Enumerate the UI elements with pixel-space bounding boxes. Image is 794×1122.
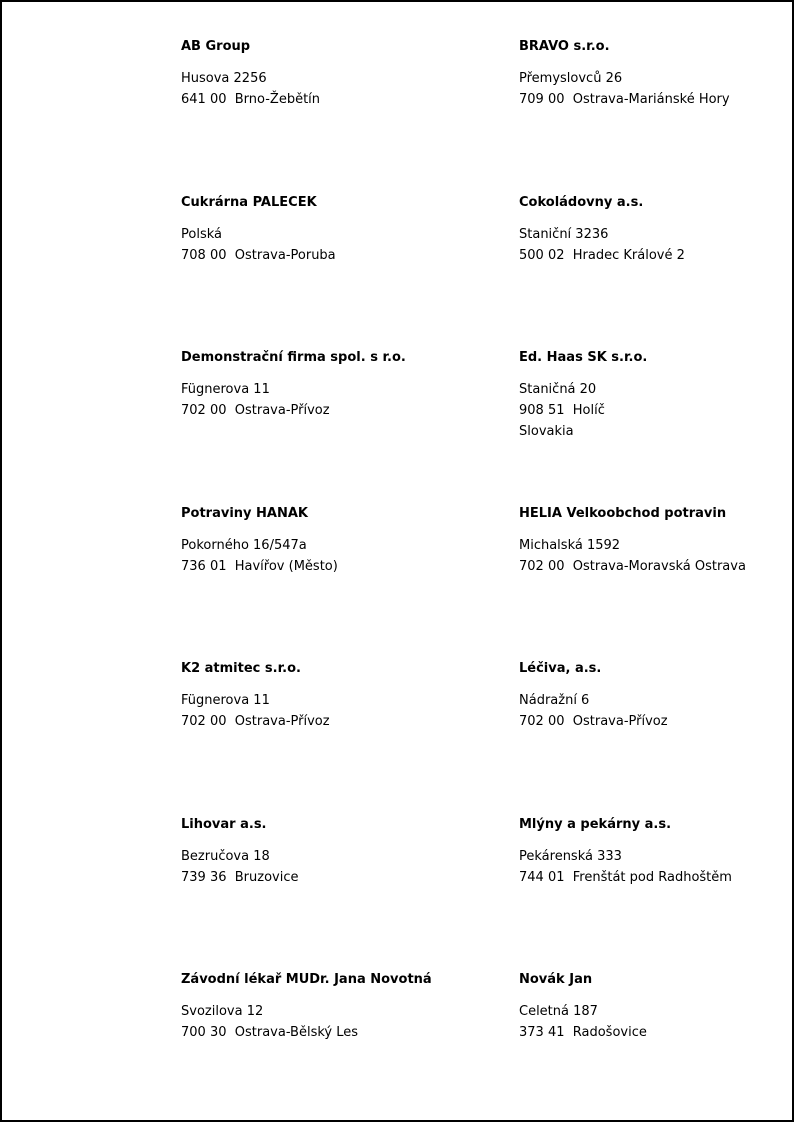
street-line: Svozilova 12	[181, 1004, 264, 1019]
address-block	[181, 1001, 519, 1043]
city-line: 736 01 Havířov (Město)	[181, 558, 338, 574]
company-name: Novák Jan	[519, 972, 593, 987]
city-line: 702 00 Ostrava-Moravská Ostrava	[519, 558, 746, 574]
company-name: Čokoládovny a.s.	[519, 194, 644, 210]
company-name: Cukrárna PALEČEK	[181, 194, 317, 210]
company-name: AB Group	[181, 39, 251, 54]
address-label	[519, 195, 794, 351]
company-name: K2 atmitec s.r.o.	[181, 661, 301, 676]
address-label	[181, 661, 519, 817]
company-name: BRAVO s.r.o.	[519, 39, 610, 54]
street-line: Fügnerova 11	[181, 382, 270, 397]
address-label	[181, 972, 519, 1122]
street-line: Pokorného 16/547a	[181, 537, 307, 553]
street-line: Staničná 20	[519, 382, 597, 397]
address-block	[519, 1001, 794, 1043]
company-name: Mlýny a pekárny a.s.	[519, 816, 672, 832]
street-line: Michalská 1592	[519, 537, 621, 553]
city-line: 702 00 Ostrava-Přívoz	[181, 714, 330, 729]
address-block	[519, 224, 794, 266]
company-name: Lihovar a.s.	[181, 816, 267, 832]
address-label	[519, 39, 794, 195]
company-name: Ed. Haas SK s.r.o.	[519, 350, 648, 365]
address-block	[519, 379, 794, 442]
address-block	[519, 846, 794, 888]
address-block	[181, 68, 519, 110]
company-name: Léčiva, a.s.	[519, 661, 602, 676]
address-label	[181, 506, 519, 662]
street-line: Polská	[181, 226, 222, 242]
city-line: 500 02 Hradec Králové 2	[519, 247, 685, 263]
address-label	[519, 350, 794, 506]
street-line: Přemyslovců 26	[519, 71, 623, 86]
street-line: Pekárenská 333	[519, 848, 622, 864]
address-label	[519, 972, 794, 1122]
company-name: Potraviny HANÁK	[181, 505, 308, 521]
city-line: 708 00 Ostrava-Poruba	[181, 247, 336, 263]
address-block	[181, 535, 519, 577]
address-label	[181, 817, 519, 973]
address-block	[519, 690, 794, 732]
street-line: Fügnerova 11	[181, 693, 270, 708]
address-label	[181, 195, 519, 351]
address-block	[181, 690, 519, 732]
company-name: Demonstrační firma spol. s r.o.	[181, 350, 406, 365]
address-block	[181, 846, 519, 888]
address-label	[519, 506, 794, 662]
label-grid	[181, 39, 792, 1122]
company-name: Závodní lékař MUDr. Jana Novotná	[181, 972, 432, 987]
street-line: Husova 2256	[181, 71, 267, 86]
address-block	[181, 379, 519, 421]
address-label	[181, 39, 519, 195]
street-line: Nádražní 6	[519, 693, 590, 708]
address-label	[519, 817, 794, 973]
city-line: 744 01 Frenštát pod Radhoštěm	[519, 869, 732, 885]
city-line: 702 00 Ostrava-Přívoz	[181, 403, 330, 418]
city-line: 700 30 Ostrava-Bělský Les	[181, 1025, 359, 1040]
street-line: Staniční 3236	[519, 226, 609, 242]
address-block	[519, 68, 794, 110]
city-line: 739 36 Bruzovice	[181, 869, 299, 885]
city-line: 702 00 Ostrava-Přívoz	[519, 714, 668, 729]
company-name: HELIA Velkoobchod potravin	[519, 505, 727, 521]
address-block	[519, 535, 794, 577]
address-label	[181, 350, 519, 506]
city-line: 709 00 Ostrava-Mariánské Hory	[519, 92, 730, 107]
country-line: Slovakia	[519, 424, 574, 439]
city-line: 908 51 Holíč	[519, 403, 605, 418]
address-label	[519, 661, 794, 817]
city-line: 373 41 Radošovice	[519, 1025, 647, 1040]
street-line: Celetná 187	[519, 1004, 598, 1019]
address-block	[181, 224, 519, 266]
street-line: Bezručova 18	[181, 848, 270, 864]
city-line: 641 00 Brno-Žebětín	[181, 92, 321, 107]
